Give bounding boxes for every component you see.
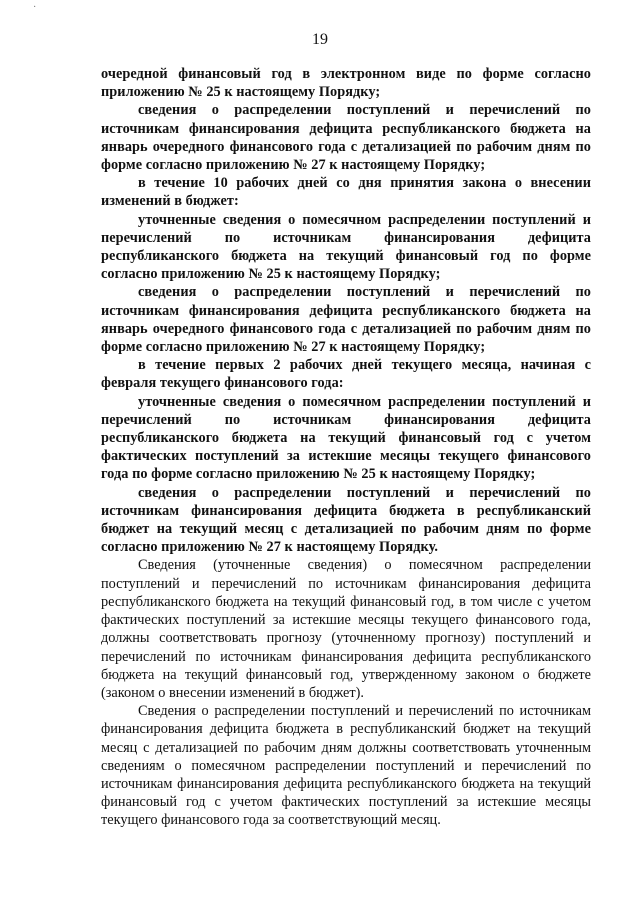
document-body [101, 65, 591, 830]
paragraph-9: Сведения (уточненные сведения) о помесячном распределении поступлений и перечислений по источникам финансирования дефицита республиканского бюджета на текущий финансовый год, в том числе с учетом фактических поступлений за истекшие месяцы текущего финансового года, должны соответствовать прогнозу (уточненному прогнозу) поступлений и перечислений по источникам финансирования дефицита республиканского бюджета на текущий финансовый год, утвержденному законом о бюджете (законом о внесении изменений в бюджет). [101, 557, 591, 701]
paragraph-10: Сведения о распределении поступлений и перечислений по источникам финансирования дефицита бюджета в республиканский бюджет на текущий месяц с детализацией по рабочим дням должны соответствовать уточненным сведениям о помесячном распределении поступлений и перечислений по источникам финансирования дефицита республиканского бюджета на текущий финансовый год с учетом фактических поступлений за истекшие месяцы текущего финансового года за соответствующий месяц. [101, 703, 591, 829]
paragraph-1: очередной финансовый год в электронном виде по форме согласно приложению № 25 к настоящему Порядку; [101, 66, 591, 101]
paragraph-2: сведения о распределении поступлений и перечислений по источникам финансирования дефицита республиканского бюджета на январь очередного финансового года с детализацией по рабочим дням по форме согласно приложению № 27 к настоящему Порядку; [101, 102, 591, 174]
corner-mark: · [33, 2, 37, 13]
paragraph-7: уточненные сведения о помесячном распределении поступлений и перечислений по источникам финансирования дефицита республиканского бюджета на текущий финансовый год с учетом фактических поступлений за истекшие месяцы текущего финансового года по форме согласно приложению № 25 к настоящему Порядку; [101, 393, 591, 483]
page-number: 19 [312, 31, 328, 48]
paragraph-8: сведения о распределении поступлений и перечислений по источникам финансирования дефицита бюджета в республиканский бюджет на текущий месяц с детализацией по рабочим дням по форме согласно приложению № 27 к настоящему Порядку. [101, 484, 591, 556]
paragraph-3: в течение 10 рабочих дней со дня принятия закона о внесении изменений в бюджет: [101, 175, 591, 210]
paragraph-5: сведения о распределении поступлений и перечислений по источникам финансирования дефицита республиканского бюджета на январь очередного финансового года с детализацией по рабочим дням по форме согласно приложению № 27 к настоящему Порядку; [101, 284, 591, 356]
paragraph-6: в течение первых 2 рабочих дней текущего месяца, начиная с февраля текущего финансового года: [101, 357, 591, 392]
paragraph-4: уточненные сведения о помесячном распределении поступлений и перечислений по источникам финансирования дефицита республиканского бюджета на текущий финансовый год по форме согласно приложению № 25 к настоящему Порядку; [101, 211, 591, 283]
